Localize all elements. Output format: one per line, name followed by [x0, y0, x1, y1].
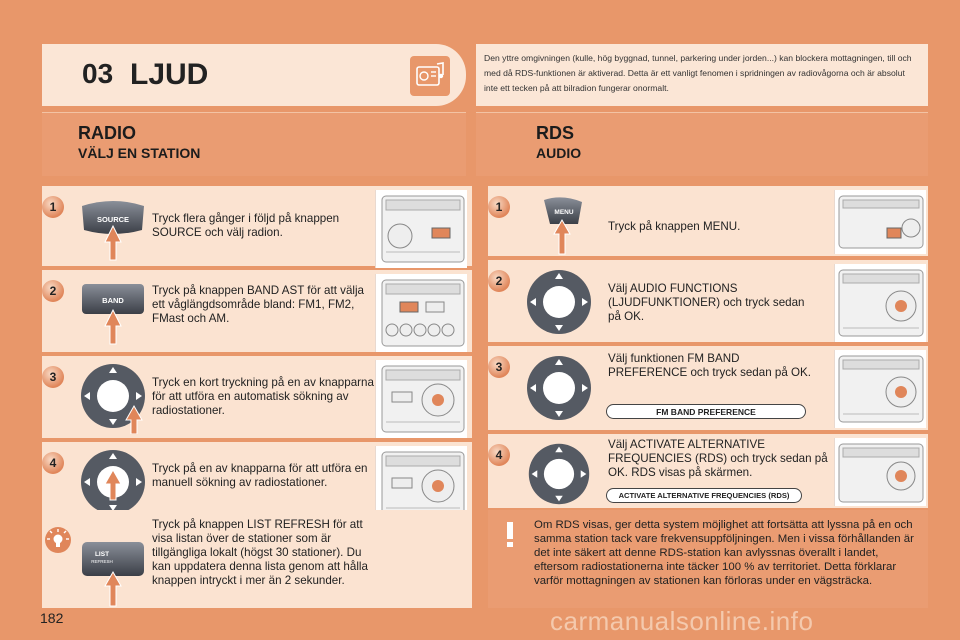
svg-text:SOURCE: SOURCE: [96, 215, 130, 224]
chapter-title: LJUD: [130, 58, 209, 91]
direction-pad-icon: [522, 440, 596, 508]
step-number: 2: [488, 270, 510, 292]
direction-pad-icon: [522, 266, 596, 338]
step-number: 1: [42, 196, 64, 218]
exclamation-icon: [498, 520, 522, 548]
warning-box: [488, 510, 928, 608]
section-subtitle: VÄLJ EN STATION: [78, 145, 201, 161]
step-row: [42, 356, 472, 438]
step-text: Välj ACTIVATE ALTERNATIVE FREQUENCIES (RDS) och tryck sedan på OK. RDS visas på skärmen.: [608, 438, 828, 479]
step-text: Tryck på en av knapparna för att utföra en manuell sökning av radiostationer.: [152, 462, 368, 489]
tip-text: Tryck på knappen LIST REFRESH för att visa listan över de stationer som är tillgängliga lokalt (högst 30 stationer). Du kan uppdatera denna lista genom att hålla knappen intryckt i mer än 2 sekunder.: [152, 518, 368, 587]
step-text: Välj funktionen FM BAND PREFERENCE och tryck sedan på OK.: [608, 352, 811, 379]
step-number: 2: [42, 280, 64, 302]
reception-note: Den yttre omgivningen (kulle, hög byggnad, tunnel, parkering under jorden...) kan blockera mottagningen, till och med då RDS-funktionen är aktiverad. Detta är ett vanligt fenomen i spridningen av radiovågorna och är absolut inte ett tecken på att bilradion fungerar onormalt.: [476, 44, 928, 106]
section-title: RADIO: [78, 123, 136, 143]
step-text: Tryck på knappen BAND AST för att välja ett våglängdsområde bland: FM1, FM2, FMast och AM.: [152, 284, 365, 325]
step-row: [488, 346, 928, 430]
band-button-icon: [76, 276, 150, 348]
step-row: [488, 186, 928, 256]
svg-text:BAND: BAND: [102, 296, 124, 305]
radio-illustration: [834, 350, 926, 428]
watermark: carmanualsonline.info: [550, 606, 814, 636]
music-note-radio-icon: [410, 56, 450, 96]
step-row: [42, 186, 472, 266]
step-number: 1: [488, 196, 510, 218]
source-button-icon: [76, 192, 150, 264]
fm-band-preference-pill: FM BAND PREFERENCE: [606, 404, 806, 419]
svg-text:REFRESH: REFRESH: [91, 559, 113, 564]
radio-section-header: [42, 112, 466, 176]
page-number: 182: [40, 610, 64, 626]
warning-text: Om RDS visas, ger detta system möjlighet att fortsätta att lyssna på en och samma station tack vare frekvensuppföljningen. Men i vissa förhållanden är det inte säkert att denne RDS-station kan avlyssnas överallt i landet, eftersom radiostationerna inte täcker 100 % av territoriet. Detta förklarar varför mottagningen av stationen kan förloras under en vägsträcka.: [534, 519, 914, 587]
step-number: 3: [488, 356, 510, 378]
chapter-number: 03: [82, 58, 114, 89]
radio-illustration: [834, 264, 926, 342]
menu-button-icon: [522, 192, 596, 256]
activate-af-pill: ACTIVATE ALTERNATIVE FREQUENCIES (RDS): [606, 488, 802, 503]
step-number: 4: [488, 444, 510, 466]
direction-pad-icon: [522, 352, 596, 424]
radio-illustration: [375, 274, 467, 352]
step-text: Välj AUDIO FUNCTIONS (LJUDFUNKTIONER) och tryck sedan på OK.: [608, 282, 805, 323]
rds-section-header: [476, 112, 928, 176]
direction-pad-icon: [76, 362, 150, 434]
step-text: Tryck flera gånger i följd på knappen SOURCE och välj radion.: [152, 212, 340, 239]
svg-text:LIST: LIST: [94, 551, 110, 558]
step-number: 4: [42, 452, 64, 474]
radio-illustration: [375, 190, 467, 268]
step-number: 3: [42, 366, 64, 388]
section-subtitle: AUDIO: [536, 145, 582, 161]
step-text: Tryck på knappen MENU.: [608, 220, 741, 233]
radio-illustration: [834, 438, 926, 506]
lightbulb-icon: [44, 526, 72, 554]
radio-illustration: [375, 360, 467, 438]
list-refresh-button-icon: [76, 536, 150, 608]
step-row: [42, 270, 472, 352]
step-text: Tryck en kort tryckning på en av knapparna för att utföra en automatisk sökning av radiostationer.: [152, 376, 374, 417]
step-row: [488, 260, 928, 342]
tip-box: [42, 510, 472, 608]
step-row: [488, 434, 928, 508]
radio-illustration: [834, 190, 926, 254]
section-title: RDS: [536, 123, 575, 143]
svg-text:MENU: MENU: [554, 209, 574, 216]
